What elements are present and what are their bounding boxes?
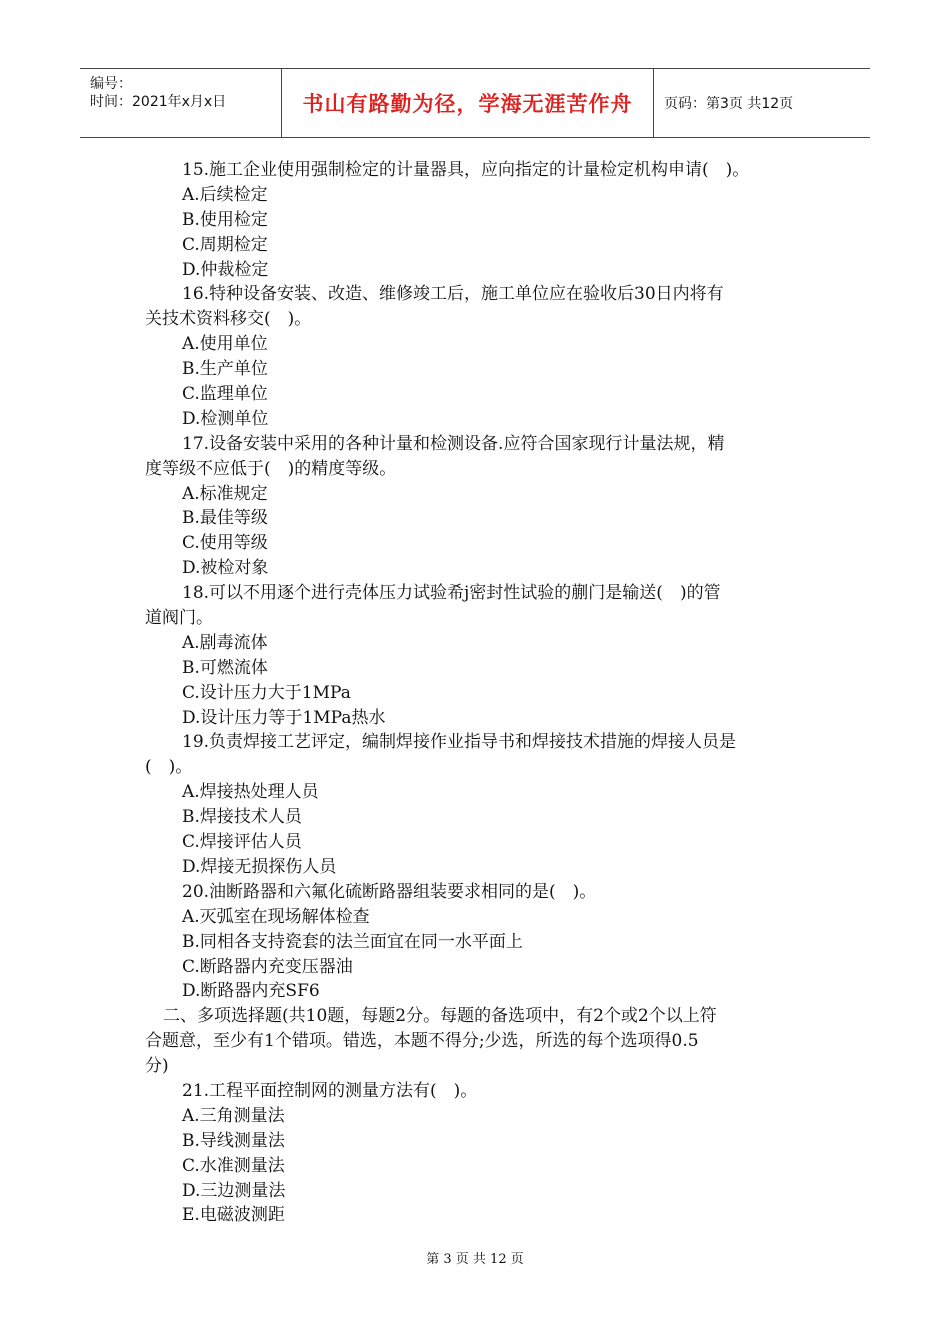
question-18-option-d: D.设计压力等于1MPa热水 bbox=[182, 707, 386, 728]
question-21-option-b: B.导线测量法 bbox=[182, 1130, 285, 1151]
question-18-option-c: C.设计压力大于1MPa bbox=[182, 682, 351, 703]
question-15-option-c: C.周期检定 bbox=[182, 234, 268, 255]
question-21-option-d: D.三边测量法 bbox=[182, 1180, 286, 1201]
question-16-stem-cont: 关技术资料移交( )。 bbox=[145, 309, 312, 330]
question-16-option-c: C.监理单位 bbox=[182, 384, 268, 405]
question-18-stem: 18.可以不用逐个进行壳体压力试验希j密封性试验的蒯门是输送( )的管 bbox=[182, 583, 721, 604]
question-19-option-d: D.焊接无损探伤人员 bbox=[182, 856, 337, 877]
document-number-label: 编号： bbox=[90, 76, 132, 92]
question-19-stem-cont: ( )。 bbox=[145, 757, 193, 778]
question-19-option-a: A.焊接热处理人员 bbox=[182, 782, 319, 803]
section-instructions: 合题意，至少有1个错项。错选，本题不得分;少选，所选的每个选项得0.5 bbox=[145, 1031, 699, 1052]
question-20-stem: 20.油断路器和六氟化硫断路器组装要求相同的是( )。 bbox=[182, 881, 597, 902]
page-header bbox=[80, 68, 870, 138]
question-17-option-d: D.被检对象 bbox=[182, 558, 269, 579]
question-19-stem: 19.负责焊接工艺评定，编制焊接作业指导书和焊接技术措施的焊接人员是 bbox=[182, 732, 737, 753]
question-17-option-c: C.使用等级 bbox=[182, 533, 268, 554]
question-16-option-a: A.使用单位 bbox=[182, 334, 268, 355]
question-17-stem: 17.设备安装中采用的各种计量和检测设备.应符合国家现行计量法规，精 bbox=[182, 433, 725, 454]
question-15-option-a: A.后续检定 bbox=[182, 184, 268, 205]
header-motto: 书山有路勤为径，学海无涯苦作舟 bbox=[282, 69, 654, 137]
question-20-option-a: A.灭弧室在现场解体检查 bbox=[182, 906, 370, 927]
question-15-option-d: D.仲裁检定 bbox=[182, 259, 269, 280]
document-body bbox=[145, 158, 815, 1228]
question-15-stem: 15.施工企业使用强制检定的计量器具，应向指定的计量检定机构申请( )。 bbox=[182, 160, 750, 180]
question-16-option-d: D.检测单位 bbox=[182, 408, 269, 429]
page-footer: 第 3 页 共 12 页 bbox=[426, 1252, 524, 1267]
document-date-label: 时间：2021年x月x日 bbox=[90, 94, 227, 110]
question-21-stem: 21.工程平面控制网的测量方法有( )。 bbox=[182, 1080, 478, 1101]
question-17-stem-cont: 度等级不应低于( )的精度等级。 bbox=[145, 458, 397, 479]
question-18-option-b: B.可燃流体 bbox=[182, 657, 268, 678]
question-19-option-b: B.焊接技术人员 bbox=[182, 807, 302, 828]
header-page-number: 页码：第3页 共12页 bbox=[664, 96, 794, 112]
question-17-option-a: A.标准规定 bbox=[182, 483, 268, 504]
question-20-option-c: C.断路器内充变压器油 bbox=[182, 956, 353, 977]
question-18-option-a: A.剧毒流体 bbox=[182, 632, 268, 653]
question-18-stem-cont: 道阀门。 bbox=[145, 608, 213, 629]
question-20-option-b: B.同相各支持瓷套的法兰面宜在同一水平面上 bbox=[182, 931, 523, 952]
section-heading-multiple-choice: 二、多项选择题(共10题，每题2分。每题的备选项中，有2个或2个以上符 bbox=[163, 1006, 717, 1027]
question-15-option-b: B.使用检定 bbox=[182, 209, 268, 230]
question-16-stem: 16.特种设备安装、改造、维修竣工后，施工单位应在验收后30日内将有 bbox=[182, 284, 724, 305]
question-20-option-d: D.断路器内充SF6 bbox=[182, 981, 320, 1002]
section-instructions-end: 分) bbox=[145, 1056, 169, 1077]
header-meta bbox=[80, 69, 282, 137]
question-21-option-a: A.三角测量法 bbox=[182, 1105, 285, 1126]
question-19-option-c: C.焊接评估人员 bbox=[182, 832, 302, 853]
question-16-option-b: B.生产单位 bbox=[182, 359, 268, 380]
question-17-option-b: B.最佳等级 bbox=[182, 508, 268, 529]
question-21-option-e: E.电磁波测距 bbox=[182, 1205, 285, 1226]
question-21-option-c: C.水准测量法 bbox=[182, 1155, 285, 1176]
